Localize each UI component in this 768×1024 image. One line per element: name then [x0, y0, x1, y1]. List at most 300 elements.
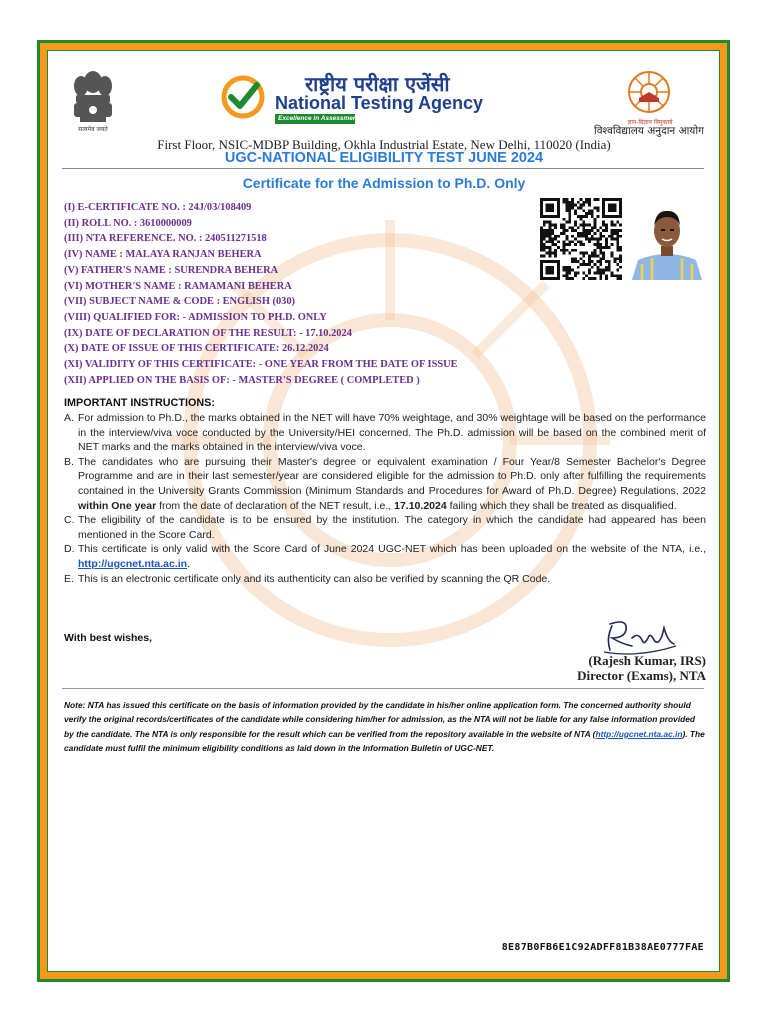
candidate-photo: [628, 198, 706, 280]
qr-module: [588, 277, 591, 280]
qr-module: [597, 243, 600, 246]
disclaimer-note: [64, 698, 706, 756]
qr-module: [597, 229, 600, 232]
qr-module: [571, 260, 574, 263]
ugc-hindi-name: विश्वविद्यालय अनुदान आयोग: [593, 125, 705, 137]
qr-module: [568, 221, 571, 224]
qr-module: [582, 252, 585, 255]
qr-module: [599, 252, 602, 255]
qr-module: [605, 240, 608, 243]
qr-module: [616, 221, 619, 224]
qr-module: [571, 240, 574, 243]
qr-module: [580, 232, 583, 235]
qr-module: [588, 212, 591, 215]
qr-module: [588, 240, 591, 243]
qr-module: [619, 235, 622, 238]
qr-module: [565, 238, 568, 241]
detail-declaration-date: (IX) DATE OF DECLARATION OF THE RESULT: - 17.10.2024: [64, 327, 352, 339]
qr-module: [605, 243, 608, 246]
qr-module: [605, 277, 608, 280]
qr-module: [563, 274, 566, 277]
qr-module: [548, 226, 551, 229]
instruction-d: [64, 542, 706, 571]
qr-module: [616, 235, 619, 238]
qr-module: [574, 243, 577, 246]
qr-module: [546, 221, 549, 224]
qr-module: [563, 269, 566, 272]
qr-module: [599, 269, 602, 272]
qr-module: [616, 249, 619, 252]
qr-module: [616, 269, 619, 272]
qr-module: [554, 249, 557, 252]
qr-module: [546, 252, 549, 255]
instruction-a-text: For admission to Ph.D., the marks obtained in the NET will have 70% weightage, and 30% weightage will be based on the performance in the interview/viva voce conducted by the University/HEI concerned. The Ph.D. admission will be based on the combined merit of NET marks and the marks obtained in the interview/viva voce.: [78, 412, 706, 454]
qr-module: [591, 238, 594, 241]
qr-module: [568, 215, 571, 218]
qr-module: [599, 249, 602, 252]
qr-module: [551, 240, 554, 243]
qr-module: [582, 277, 585, 280]
note-website-link[interactable]: http://ugcnet.nta.ac.in: [595, 728, 683, 739]
qr-module: [551, 252, 554, 255]
qr-module: [563, 223, 566, 226]
qr-module: [540, 249, 543, 252]
qr-module: [605, 226, 608, 229]
qr-module: [602, 269, 605, 272]
qr-module: [594, 218, 597, 221]
note-text-1: Note: NTA has issued this certificate on the basis of information provided by the candidate in his/her online application form. The concerned authority should verify the original records/certificates of the candidate while considering him/her for admission, as the NTA will not be liable for any false information provided by the candidate. The NTA is only responsible for the result which can be verified from the repository available in the website of NTA (: [64, 700, 696, 739]
qr-module: [591, 266, 594, 269]
qr-module: [602, 235, 605, 238]
ugcnet-website-link[interactable]: http://ugcnet.nta.ac.in: [78, 557, 188, 570]
instruction-letter: C.: [64, 514, 75, 527]
qr-module: [602, 223, 605, 226]
qr-module: [605, 274, 608, 277]
qr-module: [543, 232, 546, 235]
qr-module: [591, 209, 594, 212]
instruction-b-text-2: from the date of declaration of the NET result, i.e.,: [156, 499, 395, 512]
qr-module: [563, 232, 566, 235]
qr-module: [574, 272, 577, 275]
qr-module: [585, 212, 588, 215]
qr-module: [563, 246, 566, 249]
qr-module: [568, 209, 571, 212]
detail-validity: (XI) VALIDITY OF THIS CERTIFICATE: - ONE YEAR FROM THE DATE OF ISSUE: [64, 359, 458, 371]
qr-module: [599, 232, 602, 235]
qr-module: [585, 229, 588, 232]
qr-module: [580, 204, 583, 207]
qr-module: [591, 215, 594, 218]
qr-module: [588, 232, 591, 235]
qr-module: [597, 269, 600, 272]
director-signature: [598, 616, 680, 658]
qr-module: [568, 201, 571, 204]
qr-module: [616, 277, 619, 280]
qr-module: [605, 246, 608, 249]
qr-module: [588, 201, 591, 204]
qr-module: [588, 272, 591, 275]
qr-module: [594, 238, 597, 241]
qr-module: [551, 243, 554, 246]
qr-module: [580, 198, 583, 201]
qr-module: [582, 232, 585, 235]
qr-module: [548, 232, 551, 235]
qr-module: [611, 238, 614, 241]
qr-module: [577, 235, 580, 238]
qr-module: [588, 269, 591, 272]
qr-module: [565, 198, 568, 201]
note-text-2: ). The candidate must fulfil the minimum eligibility conditions as laid down in the Information Bulletin of UGC-NET.: [64, 728, 705, 754]
qr-module: [574, 260, 577, 263]
qr-module: [580, 263, 583, 266]
instruction-letter: D.: [64, 543, 75, 556]
qr-module: [594, 272, 597, 275]
qr-module: [577, 272, 580, 275]
instruction-c: [64, 513, 706, 542]
qr-module: [619, 229, 622, 232]
qr-module: [614, 232, 617, 235]
qr-module: [585, 252, 588, 255]
qr-module: [599, 272, 602, 275]
qr-module: [577, 206, 580, 209]
qr-module: [597, 206, 600, 209]
qr-module: [591, 260, 594, 263]
qr-module: [605, 238, 608, 241]
qr-module: [560, 232, 563, 235]
qr-module: [614, 257, 617, 260]
qr-module: [563, 229, 566, 232]
qr-module: [588, 209, 591, 212]
qr-module: [591, 235, 594, 238]
qr-module: [551, 229, 554, 232]
qr-module: [611, 255, 614, 258]
qr-module: [582, 221, 585, 224]
qr-module: [554, 252, 557, 255]
qr-module: [540, 240, 543, 243]
qr-module: [582, 226, 585, 229]
qr-module: [568, 266, 571, 269]
instruction-c-text: The eligibility of the candidate is to be ensured by the institution. The category in which the candidate had appeared has been mentioned in the Score Card.: [78, 514, 706, 541]
qr-code-icon[interactable]: [538, 198, 624, 280]
certificate-title: Certificate for the Admission to Ph.D. Only: [242, 175, 526, 191]
qr-module: [563, 201, 566, 204]
qr-module: [548, 221, 551, 224]
instructions-list: [64, 411, 706, 586]
qr-module: [571, 277, 574, 280]
qr-module: [608, 235, 611, 238]
emblem-caption: सत्यमेव जयते: [78, 126, 108, 133]
instruction-a: [64, 411, 706, 455]
qr-module: [540, 243, 543, 246]
qr-module: [574, 257, 577, 260]
qr-module: [608, 260, 611, 263]
qr-module: [585, 201, 588, 204]
qr-module: [582, 223, 585, 226]
qr-module: [543, 246, 546, 249]
qr-module: [554, 226, 557, 229]
qr-module: [602, 221, 605, 224]
qr-module: [599, 246, 602, 249]
qr-module: [574, 212, 577, 215]
qr-module: [582, 215, 585, 218]
detail-father-name: (V) FATHER'S NAME : SURENDRA BEHERA: [64, 264, 279, 276]
qr-module: [594, 263, 597, 266]
qr-module: [574, 229, 577, 232]
qr-module: [580, 257, 583, 260]
qr-module: [574, 209, 577, 212]
qr-module: [540, 235, 543, 238]
qr-module: [599, 277, 602, 280]
qr-module: [616, 229, 619, 232]
qr-module: [588, 204, 591, 207]
candidate-details: [64, 200, 534, 388]
qr-module: [540, 229, 543, 232]
qr-module: [588, 255, 591, 258]
qr-module: [619, 249, 622, 252]
instruction-b-text-3: failing which they shall be treated as disqualified.: [446, 499, 677, 512]
qr-module: [557, 235, 560, 238]
instruction-b-emphasis-1: within One year: [78, 499, 157, 512]
qr-module: [571, 204, 574, 207]
qr-module: [597, 209, 600, 212]
qr-module: [585, 263, 588, 266]
qr-module: [599, 226, 602, 229]
instruction-b-emphasis-2: 17.10.2024: [394, 499, 447, 512]
qr-module: [588, 257, 591, 260]
qr-module: [540, 255, 543, 258]
qr-module: [582, 235, 585, 238]
qr-module: [548, 223, 551, 226]
nta-hindi-name: राष्ट्रीय परीक्षा एजेंसी: [305, 72, 450, 96]
qr-module: [588, 263, 591, 266]
qr-module: [565, 221, 568, 224]
qr-module: [616, 274, 619, 277]
qr-module: [543, 223, 546, 226]
qr-module: [563, 218, 566, 221]
qr-module: [554, 255, 557, 258]
qr-module: [563, 243, 566, 246]
qr-module: [594, 232, 597, 235]
qr-module: [585, 238, 588, 241]
qr-module: [568, 212, 571, 215]
qr-module: [619, 260, 622, 263]
qr-module: [568, 272, 571, 275]
qr-module: [568, 226, 571, 229]
qr-module: [548, 249, 551, 252]
qr-module: [580, 218, 583, 221]
qr-module: [548, 238, 551, 241]
qr-module: [619, 246, 622, 249]
signatory-name: (Rajesh Kumar, IRS): [588, 653, 706, 668]
qr-module: [599, 238, 602, 241]
qr-module: [540, 232, 543, 235]
qr-module: [611, 221, 614, 224]
qr-module: [619, 274, 622, 277]
qr-module: [614, 229, 617, 232]
closing-wishes: With best wishes,: [64, 632, 153, 644]
qr-module: [565, 249, 568, 252]
qr-module: [594, 223, 597, 226]
qr-module: [602, 272, 605, 275]
qr-module: [611, 252, 614, 255]
instruction-d-text-1: This certificate is only valid with the Score Card of June 2024 UGC-NET which has been uploaded on the website of the NTA, i.e.,: [78, 543, 706, 556]
detail-issue-date: (X) DATE OF ISSUE OF THIS CERTIFICATE: 26.12.2024: [64, 343, 329, 355]
qr-module: [605, 229, 608, 232]
instructions-heading: IMPORTANT INSTRUCTIONS:: [64, 397, 215, 409]
qr-module: [602, 255, 605, 258]
qr-module: [577, 201, 580, 204]
qr-module: [554, 235, 557, 238]
detail-roll-no: (II) ROLL NO. : 3610000009: [64, 217, 192, 229]
qr-module: [543, 255, 546, 258]
qr-module: [568, 206, 571, 209]
certificate-hash: 8E87B0FB6E1C92ADFF81B38AE0777FAE: [501, 942, 704, 953]
qr-module: [546, 232, 549, 235]
qr-module: [588, 223, 591, 226]
qr-module: [571, 257, 574, 260]
qr-module: [614, 274, 617, 277]
instruction-letter: B.: [64, 455, 74, 468]
qr-module: [588, 198, 591, 201]
detail-subject: (VII) SUBJECT NAME & CODE : ENGLISH (030): [64, 296, 296, 308]
qr-module: [580, 215, 583, 218]
qr-module: [540, 238, 543, 241]
nta-tagline: Excellence in Assessment: [275, 114, 355, 124]
qr-module: [551, 223, 554, 226]
qr-module: [574, 221, 577, 224]
qr-module: [597, 246, 600, 249]
qr-module: [614, 238, 617, 241]
qr-module: [582, 255, 585, 258]
qr-module: [543, 249, 546, 252]
qr-module: [602, 252, 605, 255]
instruction-letter: A.: [64, 412, 74, 424]
qr-module: [568, 243, 571, 246]
nta-address: First Floor, NSIC-MDBP Building, Okhla Industrial Estate, New Delhi, 110020 (India): [157, 137, 611, 152]
qr-module: [594, 277, 597, 280]
signatory-designation: Director (Exams), NTA: [577, 668, 706, 683]
qr-module: [548, 235, 551, 238]
qr-module: [597, 238, 600, 241]
qr-module: [568, 269, 571, 272]
qr-module: [565, 229, 568, 232]
qr-module: [597, 240, 600, 243]
qr-module: [574, 249, 577, 252]
qr-module: [594, 252, 597, 255]
qr-module: [571, 206, 574, 209]
qr-module: [565, 243, 568, 246]
qr-module: [574, 274, 577, 277]
qr-module: [571, 235, 574, 238]
qr-module: [540, 226, 543, 229]
qr-module: [597, 255, 600, 258]
qr-module: [582, 201, 585, 204]
qr-module: [551, 238, 554, 241]
detail-name: (IV) NAME : MALAYA RANJAN BEHERA: [64, 249, 262, 261]
qr-module: [599, 263, 602, 266]
qr-module: [591, 277, 594, 280]
qr-module: [597, 266, 600, 269]
instruction-b-text-1: The candidates who are pursuing their Master's degree or equivalent examination / Four Year/8 Semester Bachelor's Degree Programme and are in their last semester/year are considered eligible for the admission to Ph.D. only after fulfilling the requirements contained in the University Grants Commission (Minimum Standards and Procedures for Award of Ph.D. Degree) Regulations, 2022: [78, 455, 706, 497]
qr-module: [548, 240, 551, 243]
qr-module: [543, 235, 546, 238]
qr-module: [619, 266, 622, 269]
qr-module: [597, 215, 600, 218]
qr-module: [611, 272, 614, 275]
qr-module: [616, 238, 619, 241]
qr-module: [611, 274, 614, 277]
qr-module: [594, 206, 597, 209]
qr-module: [546, 235, 549, 238]
detail-applied-basis: (XII) APPLIED ON THE BASIS OF: - MASTER'S DEGREE ( COMPLETED ): [64, 374, 420, 386]
qr-module: [608, 269, 611, 272]
qr-module: [577, 215, 580, 218]
ugc-emblem-icon: [625, 68, 673, 116]
qr-module: [560, 223, 563, 226]
qr-module: [616, 246, 619, 249]
qr-module: [585, 215, 588, 218]
qr-module: [565, 206, 568, 209]
qr-module: [605, 269, 608, 272]
qr-module: [563, 240, 566, 243]
detail-reference-no: (III) NTA REFERENCE. NO. : 240511271518: [64, 233, 267, 245]
qr-module: [597, 260, 600, 263]
qr-module: [548, 246, 551, 249]
qr-module: [551, 232, 554, 235]
qr-module: [580, 223, 583, 226]
qr-module: [597, 272, 600, 275]
qr-module: [554, 238, 557, 241]
qr-module: [611, 235, 614, 238]
qr-module: [571, 249, 574, 252]
qr-module: [565, 266, 568, 269]
instruction-b: [64, 455, 706, 513]
qr-module: [577, 260, 580, 263]
qr-module: [605, 266, 608, 269]
qr-module: [582, 204, 585, 207]
qr-module: [568, 252, 571, 255]
qr-module: [577, 240, 580, 243]
qr-module: [560, 249, 563, 252]
qr-module: [574, 204, 577, 207]
qr-module: [591, 255, 594, 258]
qr-module: [611, 243, 614, 246]
header-divider: [62, 168, 704, 169]
qr-module: [565, 209, 568, 212]
qr-module: [614, 223, 617, 226]
qr-module: [571, 269, 574, 272]
qr-module: [582, 272, 585, 275]
qr-module: [591, 229, 594, 232]
qr-module: [568, 204, 571, 207]
qr-module: [599, 260, 602, 263]
qr-module: [591, 252, 594, 255]
qr-module: [546, 246, 549, 249]
qr-module: [599, 274, 602, 277]
qr-module: [580, 243, 583, 246]
qr-module: [546, 240, 549, 243]
qr-module: [565, 201, 568, 204]
qr-module: [582, 260, 585, 263]
qr-module: [568, 240, 571, 243]
qr-module: [574, 238, 577, 241]
qr-module: [608, 246, 611, 249]
qr-module: [565, 269, 568, 272]
qr-module: [585, 235, 588, 238]
qr-module: [594, 255, 597, 258]
qr-module: [580, 235, 583, 238]
qr-module: [546, 229, 549, 232]
